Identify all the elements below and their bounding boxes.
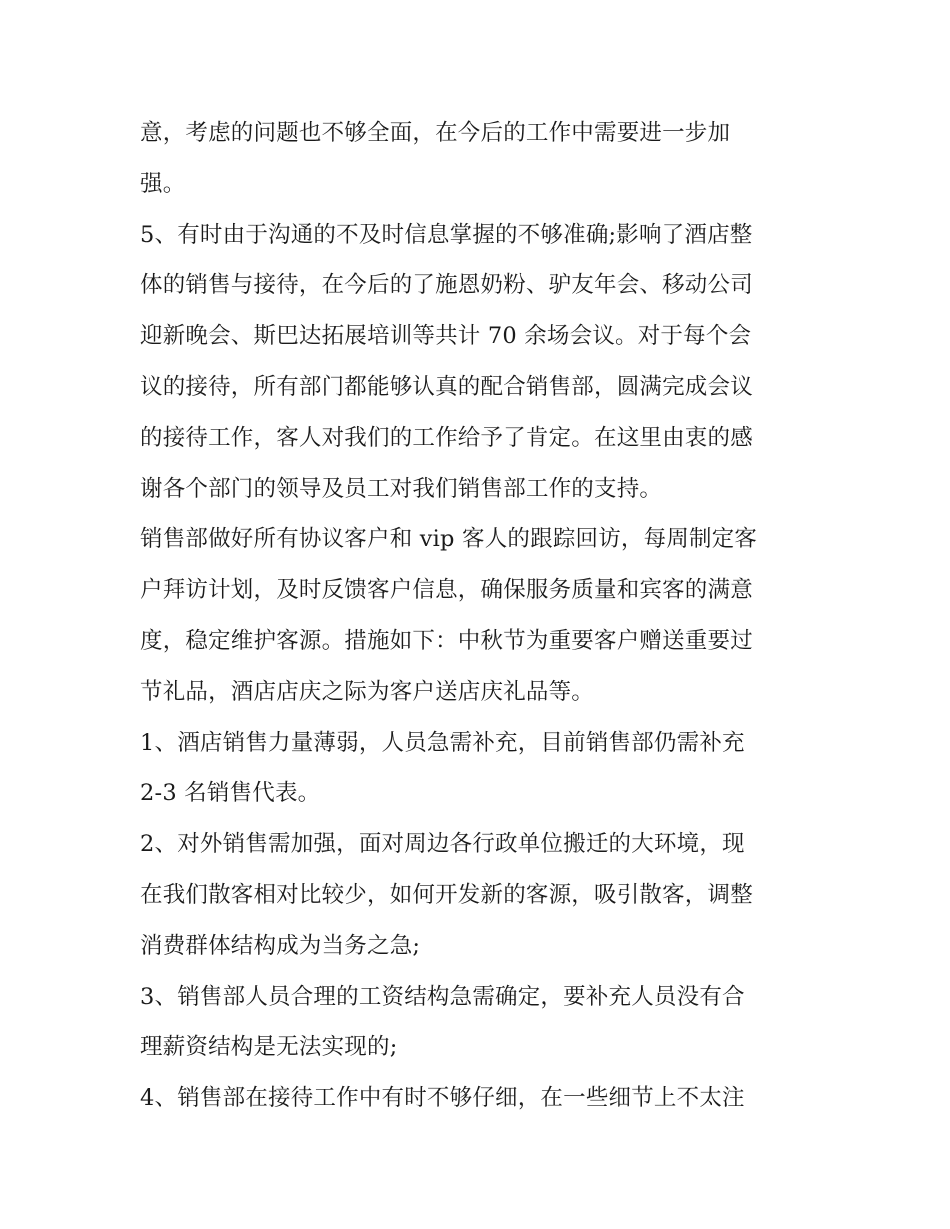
text-line: 谢各个部门的领导及员工对我们销售部工作的支持。 [140, 475, 663, 502]
text-line: 3、销售部人员合理的工资结构急需确定，要补充人员没有合 [140, 983, 745, 1010]
text-line: 意，考虑的问题也不够全面，在今后的工作中需要进一步加 [140, 120, 731, 146]
text-line: 在我们散客相对比较少，如何开发新的客源，吸引散客，调整 [140, 881, 753, 908]
text-line: 体的销售与接待，在今后的了施恩奶粉、驴友年会、移动公司 [140, 272, 753, 299]
text-line: 5、有时由于沟通的不及时信息掌握的不够准确;影响了酒店整 [140, 221, 753, 248]
text-line: 度，稳定维护客源。措施如下：中秋节为重要客户赠送重要过 [140, 627, 753, 654]
text-line: 户拜访计划，及时反馈客户信息，确保服务质量和宾客的满意 [140, 577, 753, 604]
text-line: 2、对外销售需加强，面对周边各行政单位搬迁的大环境，现 [140, 831, 745, 858]
text-line: 强。 [140, 170, 186, 197]
text-line: 消费群体结构成为当务之急; [140, 932, 421, 959]
text-line: 1、酒店销售力量薄弱，人员急需补充，目前销售部仍需补充 [140, 729, 745, 756]
document-body [140, 108, 820, 1124]
text-line: 迎新晚会、斯巴达拓展培训等共计 70 余场会议。对于每个会 [140, 323, 752, 350]
text-line: 销售部做好所有协议客户和 vip 客人的跟踪回访，每周制定客 [140, 526, 758, 553]
text-line: 2-3 名销售代表。 [140, 780, 321, 807]
text-line: 理薪资结构是无法实现的; [140, 1034, 398, 1061]
text-line: 的接待工作，客人对我们的工作给予了肯定。在这里由衷的感 [140, 424, 753, 451]
text-line: 节礼品，酒店店庆之际为客户送店庆礼品等。 [140, 678, 595, 705]
text-line: 议的接待，所有部门都能够认真的配合销售部，圆满完成会议 [140, 373, 753, 400]
text-line: 4、销售部在接待工作中有时不够仔细，在一些细节上不太注 [140, 1085, 745, 1112]
